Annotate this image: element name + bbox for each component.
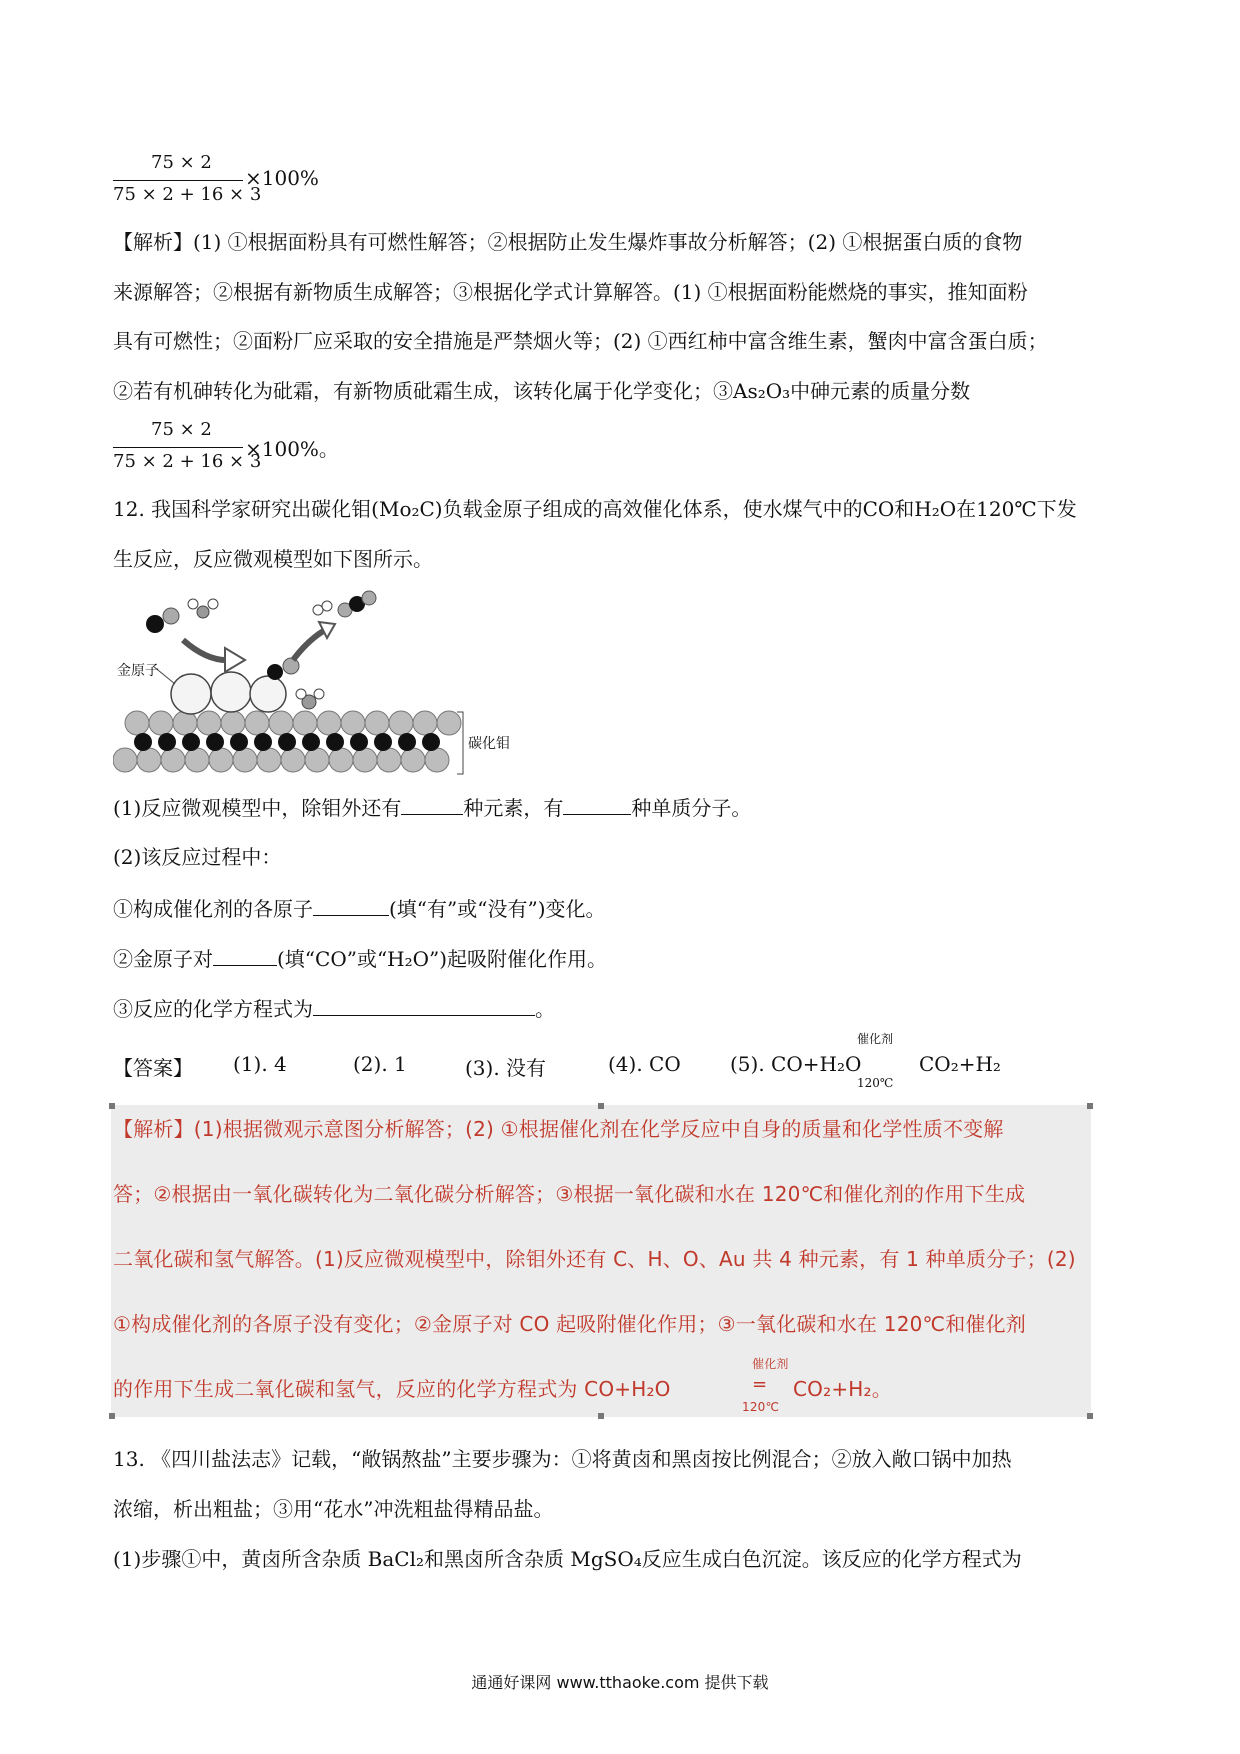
analysis-red-line: 的作用下生成二氧化碳和氢气，反应的化学方程式为 CO+H₂O [113, 1377, 671, 1401]
analysis-line: 来源解答；②根据有新物质生成解答；③根据化学式计算解答。(1) ①根据面粉能燃烧的事实，推知面粉 [113, 280, 1028, 304]
fraction-numerator: 75 × 2 [151, 419, 212, 440]
analysis-line: 具有可燃性；②面粉厂应采取的安全措施是严禁烟火等；(2) ①西红柿中富含维生素，蟹肉中富含蛋白质； [113, 329, 1048, 353]
analysis-condition-temperature: 120℃ [742, 1400, 780, 1414]
question-12-part-2-2: ②金原子对 (填“CO”或“H₂O”)起吸附催化作用。 [113, 947, 608, 971]
analysis-equation-product: CO₂+H₂。 [793, 1377, 892, 1401]
question-13-text: 13. 《四川盐法志》记载，“敞锅熬盐”主要步骤为：①将黄卤和黑卤按比例混合；②放入敞口锅中加热 [113, 1447, 1012, 1471]
analysis-red-line: ①构成催化剂的各原子没有变化；②金原子对 CO 起吸附催化作用；③一氧化碳和水在 120℃和催化剂 [113, 1312, 1027, 1336]
reaction-micro-model-figure [113, 590, 483, 780]
question-12-part-1: (1)反应微观模型中，除钼外还有 种元素，有 种单质分子。 [113, 796, 752, 820]
answer-5-product: CO₂+H₂ [919, 1052, 1001, 1076]
question-13-text: 浓缩，析出粗盐；③用“花水”冲洗粗盐得精品盐。 [113, 1497, 554, 1521]
answer-3: (3). 没有 [465, 1056, 547, 1080]
answer-5: (5). CO+H₂O [730, 1052, 862, 1076]
figure-label-gold-atom: 金原子 [117, 663, 159, 679]
answer-4: (4). CO [608, 1052, 681, 1076]
analysis-line: 【解析】(1) ①根据面粉具有可燃性解答；②根据防止发生爆炸事故分析解答；(2) ①根据蛋白质的食物 [113, 230, 1023, 254]
page-footer: 通通好课网 www.tthaoke.com 提供下载 [471, 1673, 769, 1692]
question-12-text: 生反应，反应微观模型如下图所示。 [113, 547, 433, 571]
answer-blank[interactable] [401, 794, 463, 815]
analysis-line: ②若有机砷转化为砒霜，有新物质砒霜生成，该转化属于化学变化；③As₂O₃中砷元素的质量分数 [113, 379, 971, 403]
figure-label-mo2c: 碳化钼 [468, 736, 510, 752]
answer-1: (1). 4 [233, 1052, 287, 1076]
question-12-part-2-3: ③反应的化学方程式为 。 [113, 997, 555, 1021]
question-12-part-2-1: ①构成催化剂的各原子 (填“有”或“没有”)变化。 [113, 897, 606, 921]
analysis-condition-catalyst: 催化剂 [752, 1357, 789, 1371]
fraction-numerator: 75 × 2 [151, 152, 212, 173]
analysis-red-line: 【解析】(1)根据微观示意图分析解答；(2) ①根据催化剂在化学反应中自身的质量和化学性质不变解 [113, 1117, 1004, 1141]
fraction-bar [113, 180, 243, 181]
analysis-equals-sign: = [752, 1374, 768, 1395]
question-12-part-2: (2)该反应过程中： [113, 845, 282, 869]
answer-label: 【答案】 [113, 1056, 193, 1080]
question-13-text: (1)步骤①中，黄卤所含杂质 BaCl₂和黑卤所含杂质 MgSO₄反应生成白色沉淀。该反应的化学方程式为 [113, 1547, 1022, 1571]
answer-2: (2). 1 [353, 1052, 407, 1076]
analysis-red-line: 答；②根据由一氧化碳转化为二氧化碳分析解答；③根据一氧化碳和水在 120℃和催化剂的作用下生成 [113, 1182, 1026, 1206]
fraction-denominator: 75 × 2 + 16 × 3 [113, 451, 262, 472]
answer-blank[interactable] [563, 794, 631, 815]
reaction-condition-catalyst: 催化剂 [857, 1032, 894, 1046]
question-12-text: 12. 我国科学家研究出碳化钼(Mo₂C)负载金原子组成的高效催化体系，使水煤气中的CO和H₂O在120℃下发 [113, 497, 1077, 521]
fraction-bar [113, 447, 243, 448]
fraction-percent: ×100% [245, 166, 319, 190]
fraction-percent: ×100%。 [245, 437, 339, 461]
analysis-red-line: 二氧化碳和氢气解答。(1)反应微观模型中，除钼外还有 C、H、O、Au 共 4 种元素，有 1 种单质分子；(2) [113, 1247, 1076, 1271]
fraction-denominator: 75 × 2 + 16 × 3 [113, 184, 262, 205]
answer-blank[interactable] [313, 995, 535, 1016]
answer-blank[interactable] [313, 895, 389, 916]
answer-blank[interactable] [213, 945, 277, 966]
reaction-condition-temperature: 120℃ [857, 1076, 894, 1090]
